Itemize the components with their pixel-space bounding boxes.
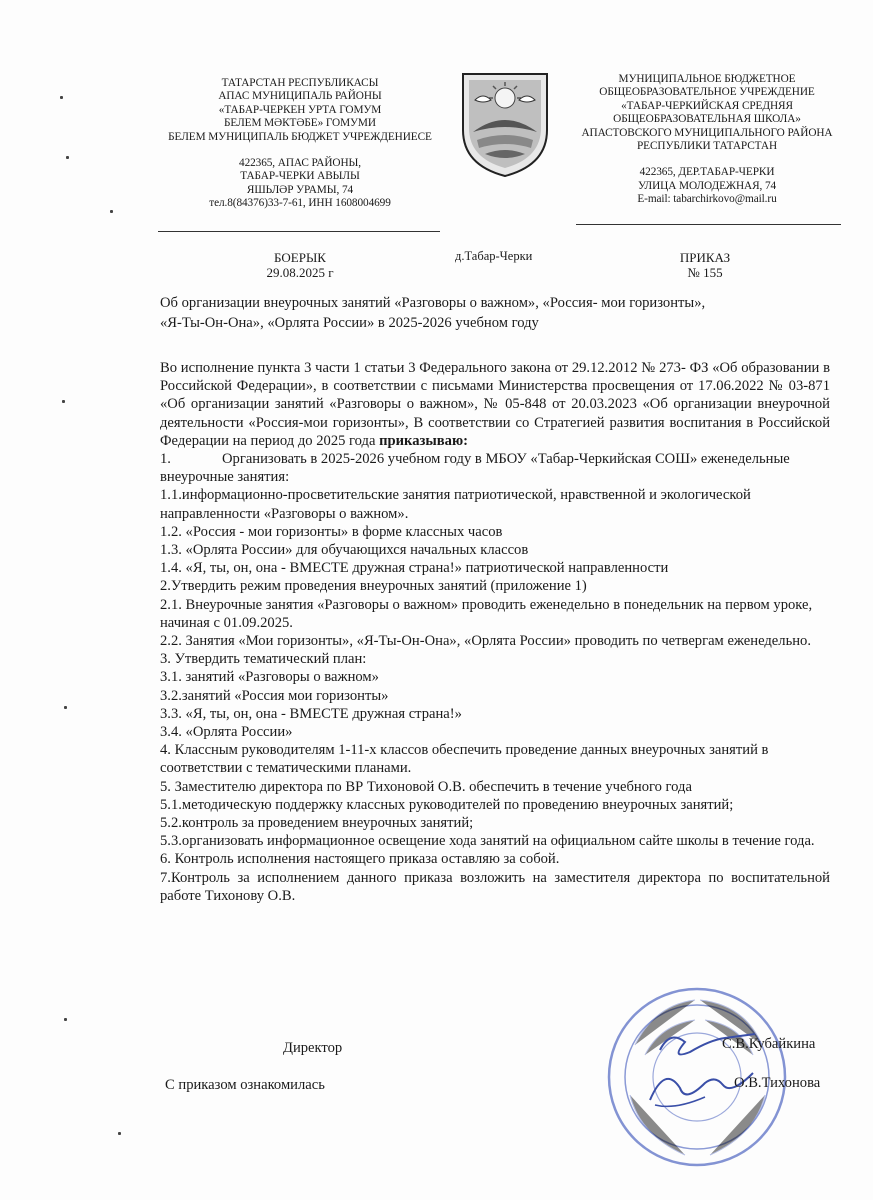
item-3-1: 3.1. занятий «Разговоры о важном»	[160, 669, 379, 686]
header-line: БЕЛЕМ МӘКТӘБЕ» ГОМУМИ	[224, 117, 376, 130]
title-line: «Я-Ты-Он-Она», «Орлята России» в 2025-2026 учебном году	[160, 315, 539, 331]
order-title	[160, 293, 840, 333]
item-1-3: 1.3. «Орлята России» для обучающихся начальных классов	[160, 542, 529, 559]
prikaz-label: ПРИКАЗ	[679, 250, 731, 265]
item-5: 5. Заместителю директора по ВР Тихоновой О.В. обеспечить в течение учебного года	[160, 778, 692, 795]
acknowledgement-label: С приказом ознакомилась	[165, 1077, 325, 1093]
order-body	[160, 359, 830, 905]
header-line: «ТАБАР-ЧЕРКЕН УРТА ГОМУМ	[218, 103, 382, 116]
acknowledged-name: О.В.Тихонова	[734, 1075, 821, 1091]
email-line: E-mail: tabarchirkovo@mail.ru	[637, 193, 777, 206]
address-line: 422365, ДЕР.ТАБАР-ЧЕРКИ	[639, 166, 775, 179]
item-2-1: 2.1. Внеурочные занятия «Разговоры о важном» проводить еженедельно в понедельник на первом уроке, начиная с 01.09.2025.	[160, 596, 813, 631]
preamble-text: Во исполнение пункта 3 части 1 статьи 3 Федерального закона от 29.12.2012 № 273- ФЗ «Об образовании в Российской Федерации», в соответствии с письмами Министерства просвещения от 17.06.2022 № 03-871 «Об организации занятий «Разговоры о важном», № 05-848 от 20.03.2023 «Об организации внеурочной деятельности «Россия-мои горизонты», В соответствии со Стратегией развития воспитания в Российской Федерации на период до 2025 года	[160, 360, 830, 449]
item-5-1: 5.1.методическую поддержку классных руководителей по проведению внеурочных занятий;	[160, 796, 734, 813]
address-line: ТАБАР-ЧЕРКИ АВЫЛЫ	[240, 170, 360, 183]
item-2: 2.Утвердить режим проведения внеурочных занятий (приложение 1)	[160, 578, 587, 595]
address-line: УЛИЦА МОЛОДЕЖНАЯ, 74	[637, 179, 777, 192]
item-7: 7.Контроль за исполнением данного приказа возложить на заместителя директора по воспитательной работе Тихонову О.В.	[160, 869, 830, 904]
divider	[158, 231, 440, 232]
boyeryk-block	[240, 250, 360, 280]
item-1-2: 1.2. «Россия - мои горизонты» в форме классных часов	[160, 523, 503, 540]
header-line: АПАС МУНИЦИПАЛЬ РАЙОНЫ	[218, 90, 382, 103]
item-1-4: 1.4. «Я, ты, он, она - ВМЕСТЕ дружная страна!» патриотической направленности	[160, 560, 669, 577]
header-line: ОБЩЕОБРАЗОВАТЕЛЬНАЯ ШКОЛА»	[613, 113, 801, 126]
item-1-1: 1.1.информационно-просветительские занятия патриотической, нравственной и экологической направленности «Разговоры о важном».	[160, 487, 751, 522]
header-line: АПАСТОВСКОГО МУНИЦИПАЛЬНОГО РАЙОНА	[581, 126, 833, 139]
order-place: д.Табар-Черки	[455, 249, 533, 263]
header-right-russian	[572, 73, 842, 207]
header-line: БЕЛЕМ МУНИЦИПАЛЬ БЮДЖЕТ УЧРЕЖДЕНИЕСЕ	[168, 130, 432, 143]
address-line: ЯШЬЛӘР УРАМЫ, 74	[246, 183, 354, 196]
preamble	[160, 359, 830, 450]
order-number: № 155	[687, 265, 723, 280]
item-4: 4. Классным руководителям 1-11-х классов обеспечить проведение данных внеурочных занятий в соответствии с тематическими планами.	[160, 742, 769, 777]
header-left-tatar	[160, 77, 440, 211]
preamble-bold: приказываю:	[379, 432, 468, 449]
director-name: С.В.Кубайкина	[722, 1036, 816, 1052]
header-line: МУНИЦИПАЛЬНОЕ БЮДЖЕТНОЕ	[618, 73, 796, 85]
item-1-number: 1.	[160, 451, 171, 468]
item-6: 6. Контроль исполнения настоящего приказа оставляю за собой.	[160, 851, 560, 868]
header-line: «ТАБАР-ЧЕРКИЙСКАЯ СРЕДНЯЯ	[621, 99, 793, 112]
item-3: 3. Утвердить тематический план:	[160, 651, 367, 668]
order-date: 29.08.2025 г	[266, 265, 334, 280]
item-3-4: 3.4. «Орлята России»	[160, 724, 293, 741]
prikaz-block	[650, 250, 760, 280]
item-1-text: Организовать в 2025-2026 учебном году в МБОУ «Табар-Черкийская СОШ» еженедельные внеурочные занятия:	[160, 451, 790, 486]
item-2-2: 2.2. Занятия «Мои горизонты», «Я-Ты-Он-Она», «Орлята России» проводить по четвергам еженедельно.	[160, 633, 811, 650]
item-3-2: 3.2.занятий «Россия мои горизонты»	[160, 687, 389, 704]
item-5-3: 5.3.организовать информационное освещение хода занятий на официальном сайте школы в течение года.	[160, 833, 815, 850]
item-1	[160, 450, 830, 486]
item-5-2: 5.2.контроль за проведением внеурочных занятий;	[160, 815, 474, 832]
divider	[576, 224, 841, 225]
header-line: РЕСПУБЛИКИ ТАТАРСТАН	[636, 140, 778, 153]
boyeryk-label: БОЕРЫК	[274, 250, 326, 265]
director-label: Директор	[283, 1040, 343, 1056]
header-line: ОБЩЕОБРАЗОВАТЕЛЬНОЕ УЧРЕЖДЕНИЕ	[599, 86, 815, 99]
phone-inn-line: тел.8(84376)33-7-61, ИНН 1608004699	[209, 197, 391, 210]
item-3-3: 3.3. «Я, ты, он, она - ВМЕСТЕ дружная страна!»	[160, 705, 462, 722]
title-line: Об организации внеурочных занятий «Разговоры о важном», «Россия- мои горизонты»,	[160, 295, 706, 311]
address-line: 422365, АПАС РАЙОНЫ,	[239, 157, 361, 170]
signature-marks	[640, 1010, 760, 1130]
header-line: ТАТАРСТАН РЕСПУБЛИКАСЫ	[221, 77, 379, 89]
coat-of-arms-icon	[455, 70, 555, 180]
